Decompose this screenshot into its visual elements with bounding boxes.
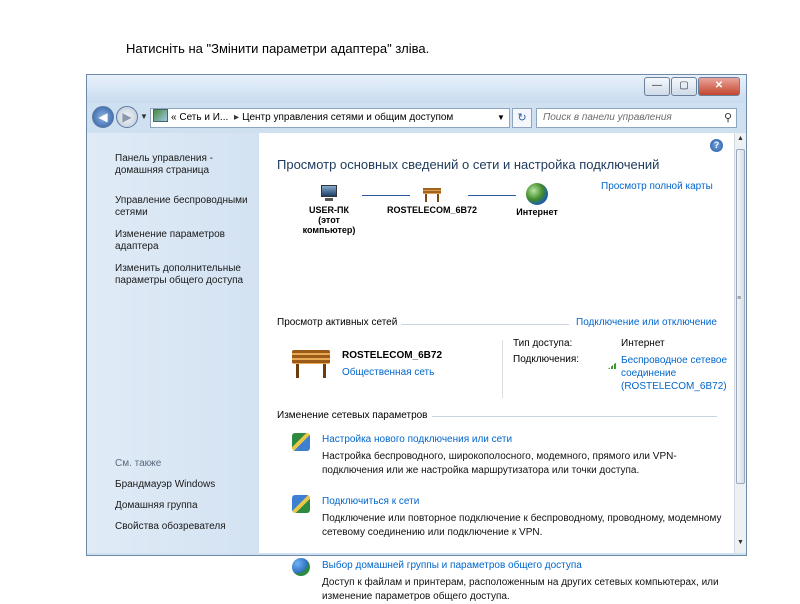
wireless-signal-icon bbox=[608, 355, 621, 373]
access-type-label: Тип доступа: bbox=[513, 338, 573, 349]
title-bar[interactable] bbox=[87, 75, 746, 103]
minimize-button[interactable]: — bbox=[644, 77, 670, 96]
connect-disconnect-link[interactable]: Подключение или отключение bbox=[572, 317, 717, 328]
setup-connection-description: Настройка беспроводного, широкополосного, модемного, прямого или VPN-подключения или же настройка маршрутизатора или точки доступа. bbox=[322, 451, 677, 476]
scroll-up-arrow-icon[interactable]: ▲ bbox=[737, 135, 744, 142]
see-also-heading: См. также bbox=[115, 458, 162, 469]
main-content bbox=[259, 133, 734, 602]
navigation-bar bbox=[87, 103, 746, 133]
sidebar-item-internet-options[interactable]: Свойства обозревателя bbox=[115, 521, 226, 532]
homegroup-sharing-description: Доступ к файлам и принтерам, расположенным на других сетевых компьютерах, или изменение параметров общего доступа. bbox=[322, 577, 719, 602]
active-networks-heading: Просмотр активных сетей bbox=[277, 317, 401, 328]
change-settings-heading: Изменение сетевых параметров bbox=[277, 410, 432, 421]
public-network-bench-icon bbox=[292, 346, 330, 380]
map-internet-label: Интернет bbox=[516, 207, 558, 217]
scrollbar-thumb[interactable] bbox=[736, 149, 745, 484]
scrollbar-grip-icon: ≡ bbox=[737, 295, 742, 302]
window-controls bbox=[643, 77, 740, 96]
back-button[interactable]: ◀ bbox=[92, 106, 114, 128]
close-button[interactable]: ✕ bbox=[698, 77, 740, 96]
network-type-link[interactable]: Общественная сеть bbox=[342, 367, 435, 378]
map-internet[interactable] bbox=[507, 183, 567, 217]
forward-button[interactable]: ▶ bbox=[116, 106, 138, 128]
sidebar-item-control-panel-home[interactable]: Панель управления - домашняя страница bbox=[115, 153, 213, 176]
sidebar-item-manage-wireless[interactable]: Управление беспроводными сетями bbox=[115, 195, 248, 218]
divider bbox=[502, 340, 503, 398]
sidebar-item-windows-firewall[interactable]: Брандмауэр Windows bbox=[115, 479, 216, 490]
connect-network-description: Подключение или повторное подключение к беспроводному, проводному, модемному сетевому соединению или подключение к VPN. bbox=[322, 513, 722, 538]
vertical-scrollbar[interactable] bbox=[734, 133, 746, 553]
breadcrumb-network-center[interactable]: Центр управления сетями и общим доступом bbox=[242, 112, 454, 123]
search-icon[interactable]: ⚲ bbox=[723, 112, 732, 124]
map-network-name: ROSTELECOM_6B72 bbox=[386, 205, 478, 215]
sidebar-item-change-adapter-settings[interactable]: Изменение параметров адаптера bbox=[115, 229, 225, 252]
help-icon[interactable]: ? bbox=[710, 139, 723, 152]
network-center-window bbox=[86, 74, 747, 602]
sidebar bbox=[87, 133, 259, 553]
setup-connection-link[interactable]: Настройка нового подключения или сети bbox=[322, 434, 513, 445]
connect-network-link[interactable]: Подключиться к сети bbox=[322, 496, 420, 507]
homegroup-icon bbox=[292, 558, 310, 576]
address-bar[interactable] bbox=[150, 108, 510, 128]
connect-network-icon bbox=[292, 495, 310, 513]
map-network[interactable] bbox=[377, 185, 487, 215]
sidebar-item-advanced-sharing[interactable]: Изменить дополнительные параметры общего доступа bbox=[115, 263, 244, 286]
homegroup-sharing-link[interactable]: Выбор домашней группы и параметров общего доступа bbox=[322, 560, 582, 571]
full-map-link[interactable]: Просмотр полной карты bbox=[601, 181, 713, 192]
control-panel-icon bbox=[153, 109, 168, 122]
map-computer[interactable] bbox=[294, 185, 364, 235]
computer-sub: (этот компьютер) bbox=[302, 215, 356, 235]
access-type-value: Интернет bbox=[621, 338, 665, 349]
computer-icon bbox=[319, 185, 339, 203]
breadcrumb-separator[interactable]: ▸ bbox=[234, 112, 240, 123]
breadcrumb-prefix[interactable]: « bbox=[171, 112, 177, 123]
globe-icon bbox=[526, 183, 548, 205]
recent-pages-dropdown[interactable]: ▼ bbox=[140, 112, 148, 121]
page-title: Просмотр основных сведений о сети и настройка подключений bbox=[277, 157, 660, 172]
search-placeholder: Поиск в панели управления bbox=[543, 112, 672, 123]
search-input[interactable] bbox=[536, 108, 737, 128]
connections-label: Подключения: bbox=[513, 354, 580, 365]
scroll-down-arrow-icon[interactable]: ▼ bbox=[737, 539, 744, 546]
wireless-connection-link[interactable]: Беспроводное сетевое соединение (ROSTELECOM_6B72) bbox=[621, 355, 728, 392]
breadcrumb-network-internet[interactable]: Сеть и И... bbox=[179, 112, 229, 123]
address-dropdown-icon[interactable]: ▼ bbox=[497, 113, 505, 122]
computer-name: USER-ПК bbox=[309, 205, 349, 215]
setup-connection-icon bbox=[292, 433, 310, 451]
active-network-name: ROSTELECOM_6B72 bbox=[342, 350, 443, 361]
sidebar-item-homegroup[interactable]: Домашняя группа bbox=[115, 500, 198, 511]
instruction-caption: Натисніть на "Змінити параметри адаптера" зліва. bbox=[126, 41, 430, 56]
maximize-button[interactable]: ▢ bbox=[671, 77, 697, 96]
bench-network-icon bbox=[422, 185, 442, 203]
refresh-button[interactable]: ↻ bbox=[512, 108, 532, 128]
